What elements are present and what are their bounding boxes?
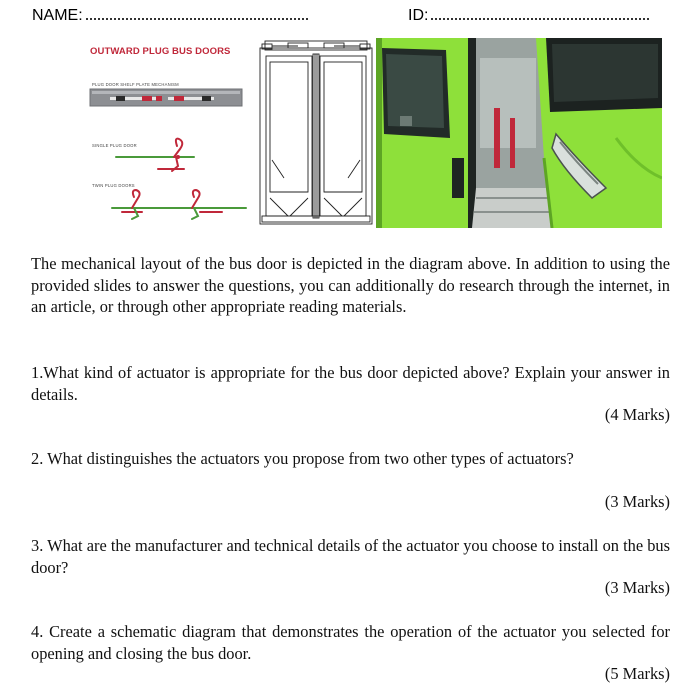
id-blank-line <box>431 10 649 20</box>
intro-paragraph: The mechanical layout of the bus door is depicted in the diagram above. In addition to using the provided slides to answer the questions, you can additionally do research through the internet, in an article, or through other appropriate reading materials. <box>31 254 670 316</box>
question-1: 1.What kind of actuator is appropriate for the bus door depicted above? Explain your answer in details. <box>31 363 670 404</box>
caption-shelf-plate: PLUG DOOR SHELF PLATE MECHANISM <box>92 82 179 87</box>
mechanism-diagram-panel <box>82 38 254 228</box>
bus-door-figure <box>82 38 662 228</box>
twin-plug-linkage-drawing <box>112 190 246 219</box>
question-3: 3. What are the manufacturer and technical details of the actuator you choose to install on the bus door? <box>31 536 670 577</box>
question-2: 2. What distinguishes the actuators you propose from two other types of actuators? <box>31 449 574 468</box>
id-label: ID: <box>408 7 429 24</box>
linkage-drawings <box>82 38 254 228</box>
question-4-marks: (5 Marks) <box>604 664 670 683</box>
name-blank-line <box>86 10 308 20</box>
id-field <box>408 7 649 25</box>
question-3-marks: (3 Marks) <box>604 578 670 597</box>
figure-title: OUTWARD PLUG BUS DOORS <box>90 46 231 57</box>
green-bus-door-photo <box>376 38 662 228</box>
shelf-plate-drawing <box>90 89 242 106</box>
caption-single-plug: SINGLE PLUG DOOR <box>92 143 137 148</box>
name-field <box>32 7 308 25</box>
single-plug-linkage-drawing <box>116 139 194 171</box>
question-1-marks: (4 Marks) <box>604 405 670 424</box>
name-label: NAME: <box>32 7 83 24</box>
question-4: 4. Create a schematic diagram that demonstrates the operation of the actuator you selected for opening and closing the bus door. <box>31 622 670 663</box>
door-line-drawing-panel <box>258 40 374 226</box>
caption-twin-plug: TWIN PLUG DOORS <box>92 183 135 188</box>
twin-door-line-drawing <box>258 40 374 226</box>
question-2-marks: (3 Marks) <box>604 492 670 511</box>
bus-photo-illustration <box>376 38 662 228</box>
